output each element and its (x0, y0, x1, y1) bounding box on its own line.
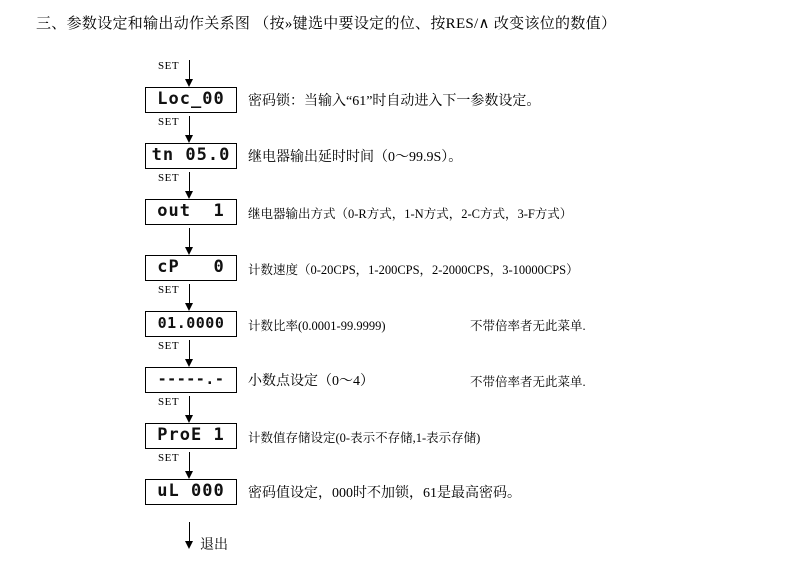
step-note-6: 不带倍率者无此菜单. (470, 375, 586, 389)
step-description-4: 计数速度（0-20CPS，1-200CPS，2-2000CPS，3-10000CPS） (248, 263, 579, 277)
step-description-3: 继电器输出方式（0-R方式，1-N方式，2-C方式，3-F方式） (248, 207, 573, 221)
arrow-line-1 (189, 60, 190, 81)
lcd-display-2: tn 05.0 (145, 143, 237, 169)
step-description-5: 计数比率(0.0001-99.9999) (248, 319, 386, 333)
arrow-line-5 (189, 284, 190, 305)
arrow-head-1 (185, 79, 193, 87)
arrow-line-3 (189, 172, 190, 193)
arrow-head-4 (185, 247, 193, 255)
step-description-1: 密码锁：当输入“61”时自动进入下一参数设定。 (248, 94, 541, 109)
set-label-3: SET (158, 172, 180, 184)
flow-step-1 (0, 60, 800, 116)
arrow-line-2 (189, 116, 190, 137)
flow-step-2 (0, 116, 800, 172)
flow-step-3 (0, 172, 800, 228)
parameter-flow-diagram (0, 60, 800, 580)
set-label-1: SET (158, 60, 180, 72)
flow-step-4 (0, 228, 800, 284)
set-label-7: SET (158, 396, 180, 408)
step-note-5: 不带倍率者无此菜单. (470, 319, 586, 333)
set-label-6: SET (158, 340, 180, 352)
arrow-line-8 (189, 452, 190, 473)
lcd-display-3: out 1 (145, 199, 237, 225)
arrow-line-4 (189, 228, 190, 249)
lcd-display-7: ProE 1 (145, 423, 237, 449)
set-label-5: SET (158, 284, 180, 296)
lcd-display-1: Loc_00 (145, 87, 237, 113)
step-description-6: 小数点设定（0～4） (248, 374, 374, 389)
step-description-2: 继电器输出延时时间（0～99.9S）。 (248, 150, 463, 165)
arrow-head-7 (185, 415, 193, 423)
step-description-7: 计数值存储设定(0-表示不存储,1-表示存储) (248, 431, 481, 445)
arrow-head-2 (185, 135, 193, 143)
flow-step-8 (0, 452, 800, 508)
page-title: 三、参数设定和输出动作关系图 （按»键选中要设定的位、按RES/∧ 改变该位的数值） (36, 16, 617, 32)
lcd-display-5: 01.0000 (145, 311, 237, 337)
set-label-8: SET (158, 452, 180, 464)
exit-arrow-head (185, 541, 193, 549)
flow-step-5 (0, 284, 800, 340)
arrow-head-8 (185, 471, 193, 479)
arrow-head-3 (185, 191, 193, 199)
step-description-8: 密码值设定，000时不加锁，61是最高密码。 (248, 486, 521, 501)
arrow-line-6 (189, 340, 190, 361)
flow-step-6 (0, 340, 800, 396)
lcd-display-6: -----.- (145, 367, 237, 393)
arrow-head-6 (185, 359, 193, 367)
arrow-head-5 (185, 303, 193, 311)
set-label-2: SET (158, 116, 180, 128)
lcd-display-4: cP 0 (145, 255, 237, 281)
arrow-line-7 (189, 396, 190, 417)
exit-label: 退出 (200, 538, 228, 553)
flow-step-7 (0, 396, 800, 452)
lcd-display-8: uL 000 (145, 479, 237, 505)
